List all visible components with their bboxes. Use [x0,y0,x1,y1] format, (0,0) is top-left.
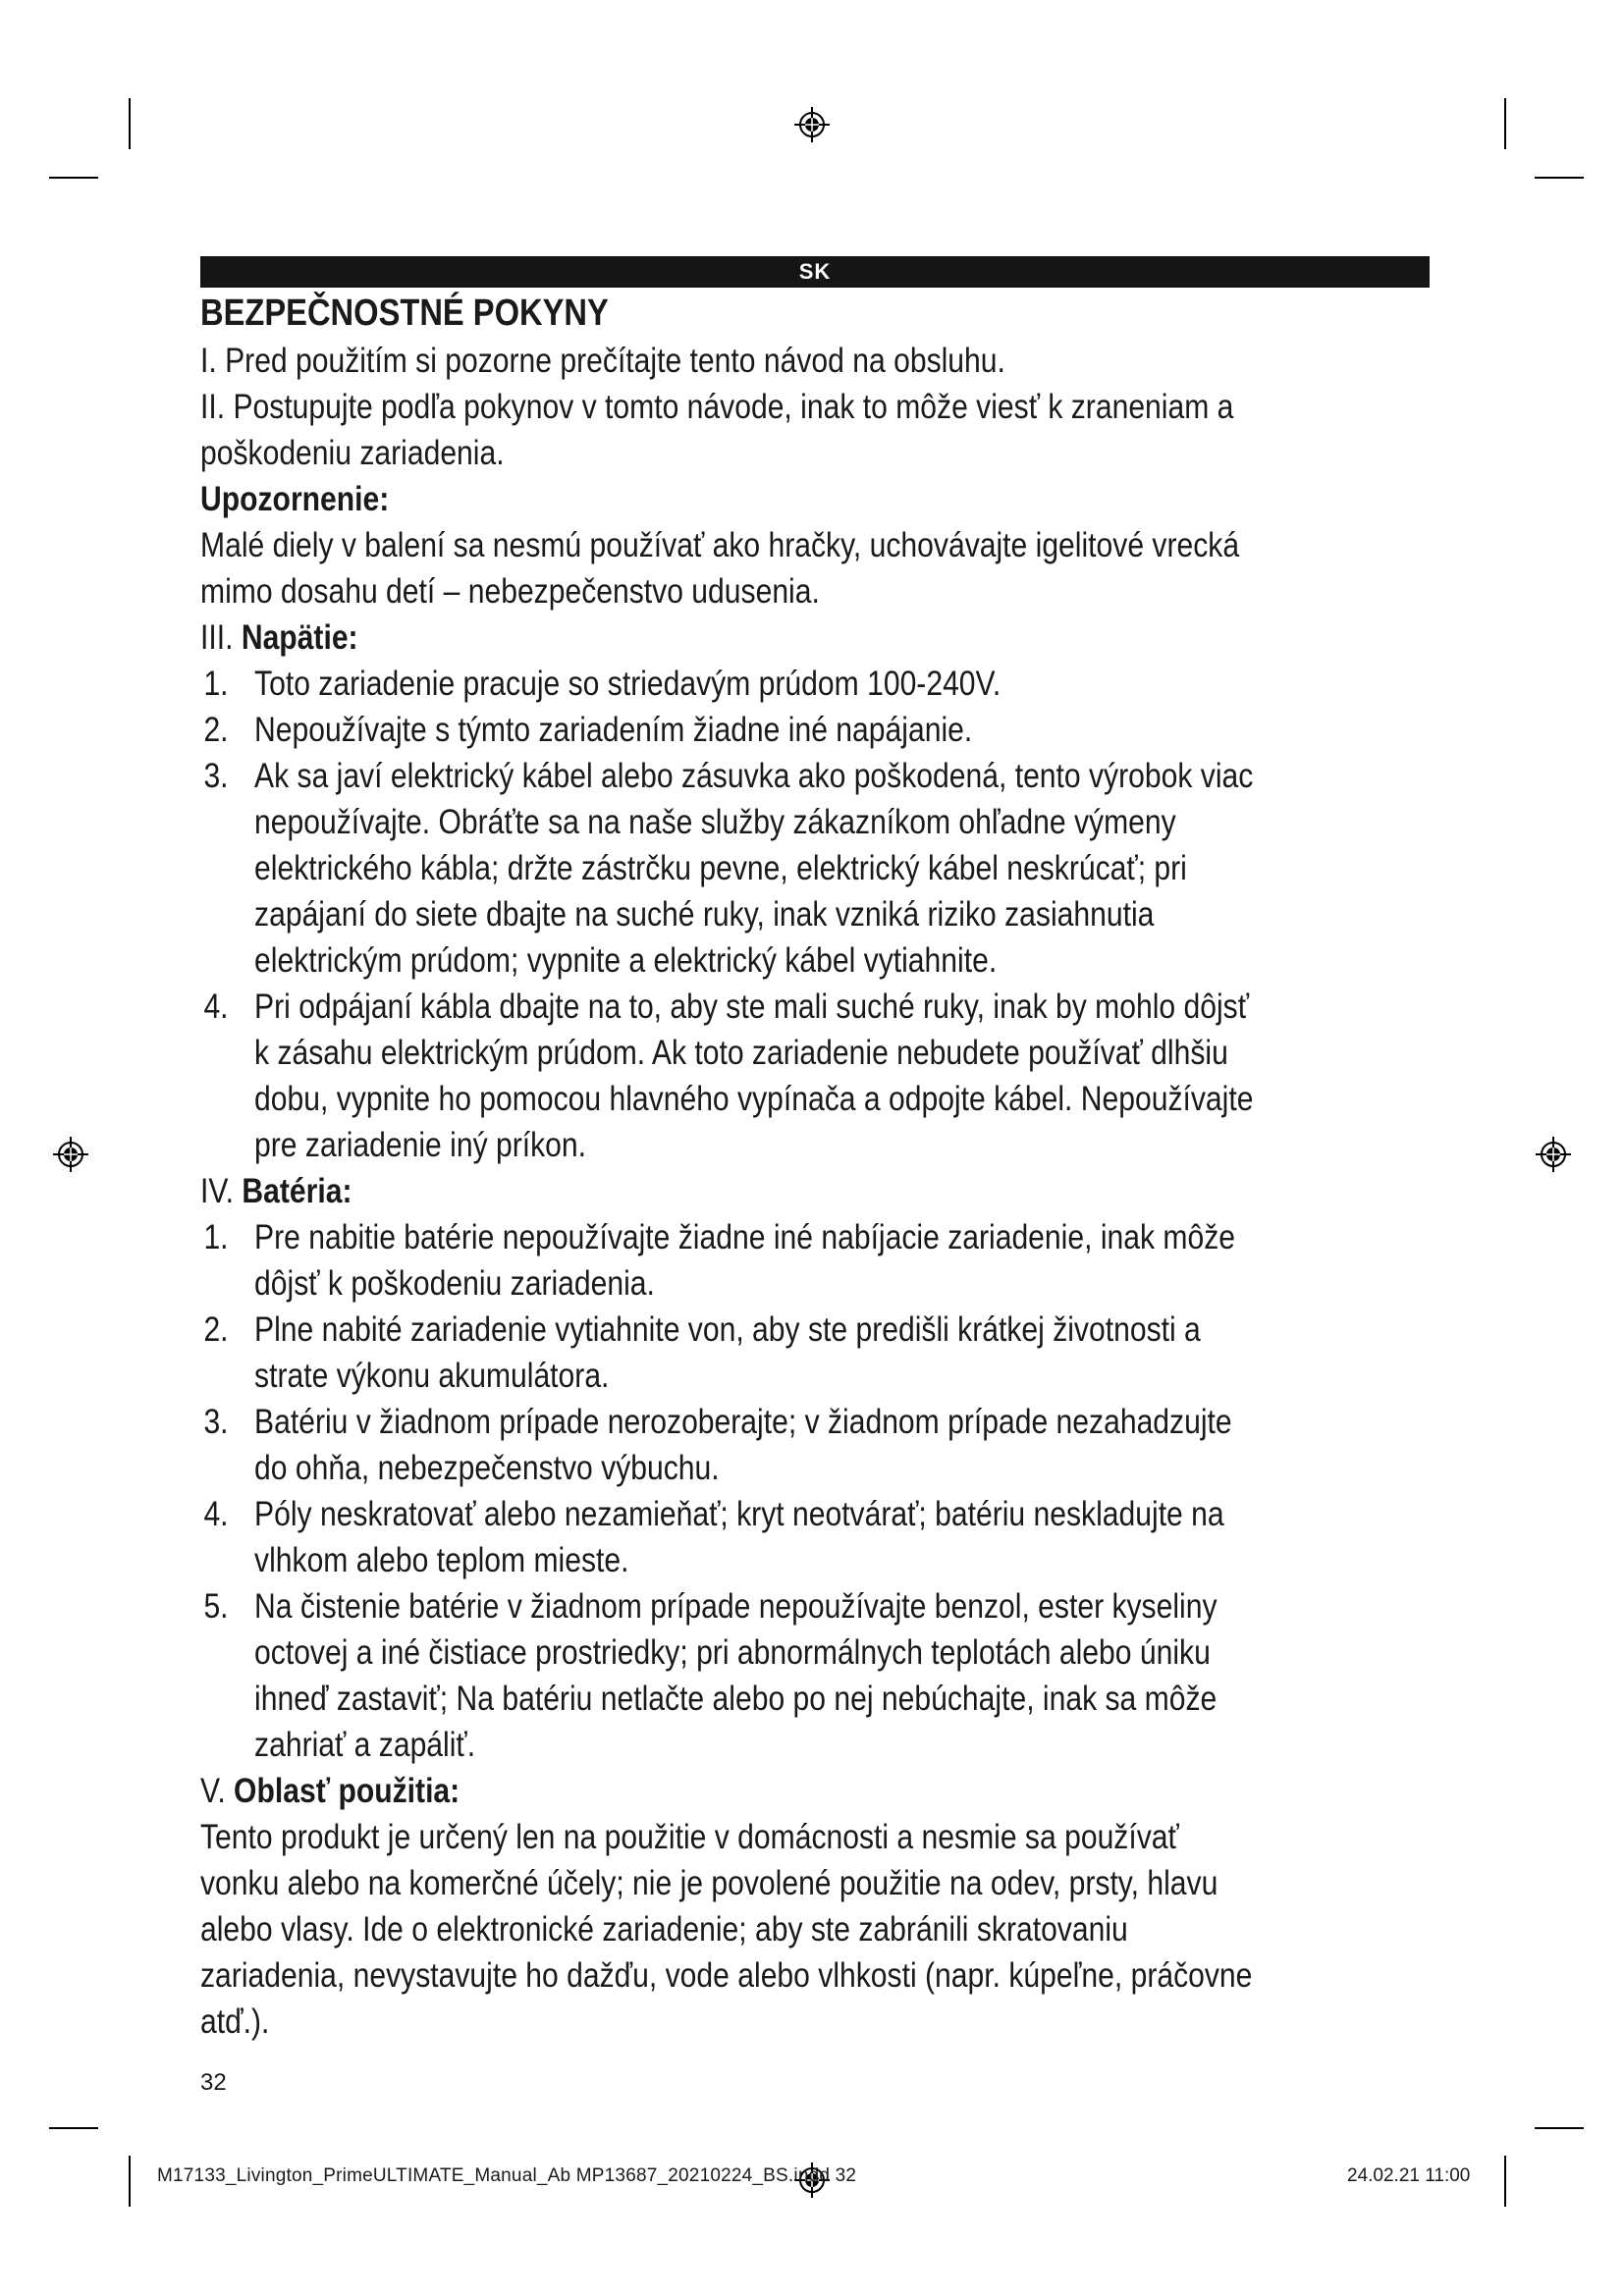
warning-text: Malé diely v balení sa nesmú používať ako hračky, uchovávajte igelitové vrecká mimo dosahu detí – nebezpečenstvo udusenia. [200,526,1240,611]
list-item-text: Na čistenie batérie v žiadnom prípade nepoužívajte benzol, ester kyseliny octovej a iné čistiace prostriedky; pri abnormálnych teplotách alebo úniku ihneď zastaviť; Na batériu netlačte alebo po nej nebúchajte, inak sa môže zahriať a zapáliť. [254,1587,1218,1764]
list-item-text: Batériu v žiadnom prípade nerozoberajte; v žiadnom prípade nezahadzujte do ohňa, nebezpečenstvo výbuchu. [254,1403,1232,1487]
registration-mark-left-icon [51,1135,90,1174]
battery-list [200,1214,1261,1768]
footer-date: 24.02.21 11:00 [1347,2165,1471,2186]
voltage-list [200,661,1261,1168]
list-item-text: Póly neskratovať alebo nezamieňať; kryt neotvárať; batériu neskladujte na vlhkom alebo teplom mieste. [254,1495,1224,1579]
list-item-text: Ak sa javí elektrický kábel alebo zásuvka ako poškodená, tento výrobok viac nepoužívajte. Obráťte sa na naše služby zákazníkom ohľadne výmeny elektrického kábla; držte zástrčku pevne, elektrický kábel neskrúcať; pri zapájaní do siete dbajte na suché ruky, inak vzniká riziko zasiahnutia elektrickým prúdom; vypnite a elektrický kábel vytiahnite. [254,757,1254,980]
crop-mark-top-right-vertical [1504,98,1506,149]
language-bar: SK [200,256,1430,288]
registration-mark-top-icon [792,105,832,144]
list-item-index: 3. [203,757,229,795]
crop-mark-top-left-horizontal [49,177,98,179]
section-number: V. [200,1772,226,1810]
section-number: IV. [200,1172,235,1210]
list-item [200,661,1261,707]
crop-mark-bottom-right-horizontal [1535,2127,1584,2129]
registration-mark-right-icon [1534,1135,1573,1174]
list-item-index: 1. [203,665,229,703]
list-item [200,1399,1261,1491]
list-item-index: 4. [203,988,229,1026]
page-title: BEZPEČNOSTNÉ POKYNY [200,293,609,334]
list-item-text: Plne nabité zariadenie vytiahnite von, aby ste predišli krátkej životnosti a strate výkonu akumulátora. [254,1310,1201,1395]
crop-mark-top-left-vertical [129,98,131,149]
section-number: III. [200,618,234,657]
section-heading-text: Napätie: [241,618,358,657]
list-item-index: 2. [203,1310,229,1349]
list-item-index: 4. [203,1495,229,1533]
safety-instructions [200,289,1261,2045]
voltage-heading [200,614,1261,661]
warning-heading: Upozornenie: [200,480,390,518]
page-number: 32 [200,2069,227,2096]
usage-text: Tento produkt je určený len na použitie v domácnosti a nesmie sa používať vonku alebo na komerčné účely; nie je povolené použitie na odev, prsty, hlavu alebo vlasy. Ide o elektronické zariadenie; aby ste zabránili skratovaniu zariadenia, nevystavujte ho dažďu, vode alebo vlhkosti (napr. kúpeľne, práčovne atď.). [200,1818,1253,2041]
list-item [200,984,1261,1168]
footer-file-name: M17133_Livington_PrimeULTIMATE_Manual_Ab MP13687_20210224_BS.indd 32 [157,2165,857,2186]
list-item-text: Toto zariadenie pracuje so striedavým prúdom 100-240V. [254,665,1001,703]
section-heading-text: Batéria: [242,1172,352,1210]
crop-mark-top-right-horizontal [1535,177,1584,179]
intro-line-1: I. Pred použitím si pozorne prečítajte tento návod na obsluhu. [200,342,1005,380]
list-item [200,1491,1261,1583]
list-item [200,753,1261,984]
list-item-text: Pre nabitie batérie nepoužívajte žiadne iné nabíjacie zariadenie, inak môže dôjsť k poškodeniu zariadenia. [254,1218,1236,1303]
crop-mark-bottom-left-horizontal [49,2127,98,2129]
crop-mark-bottom-left-vertical [129,2156,131,2207]
list-item-index: 1. [203,1218,229,1256]
list-item-text: Nepoužívajte s týmto zariadením žiadne iné napájanie. [254,711,973,749]
section-heading-text: Oblasť použitia: [234,1772,460,1810]
list-item-index: 2. [203,711,229,749]
list-item [200,1214,1261,1307]
list-item-index: 5. [203,1587,229,1626]
intro-line-2: II. Postupujte podľa pokynov v tomto návode, inak to môže viesť k zraneniam a poškodeniu zariadenia. [200,388,1234,472]
list-item-index: 3. [203,1403,229,1441]
list-item-text: Pri odpájaní kábla dbajte na to, aby ste mali suché ruky, inak by mohlo dôjsť k zásahu elektrickým prúdom. Ak toto zariadenie nebudete používať dlhšiu dobu, vypnite ho pomocou hlavného vypínača a odpojte kábel. Nepoužívajte pre zariadenie iný príkon. [254,988,1254,1164]
crop-mark-bottom-right-vertical [1504,2156,1506,2207]
list-item [200,1307,1261,1399]
list-item [200,1583,1261,1768]
list-item [200,707,1261,753]
usage-heading [200,1768,1261,1814]
battery-heading [200,1168,1261,1214]
